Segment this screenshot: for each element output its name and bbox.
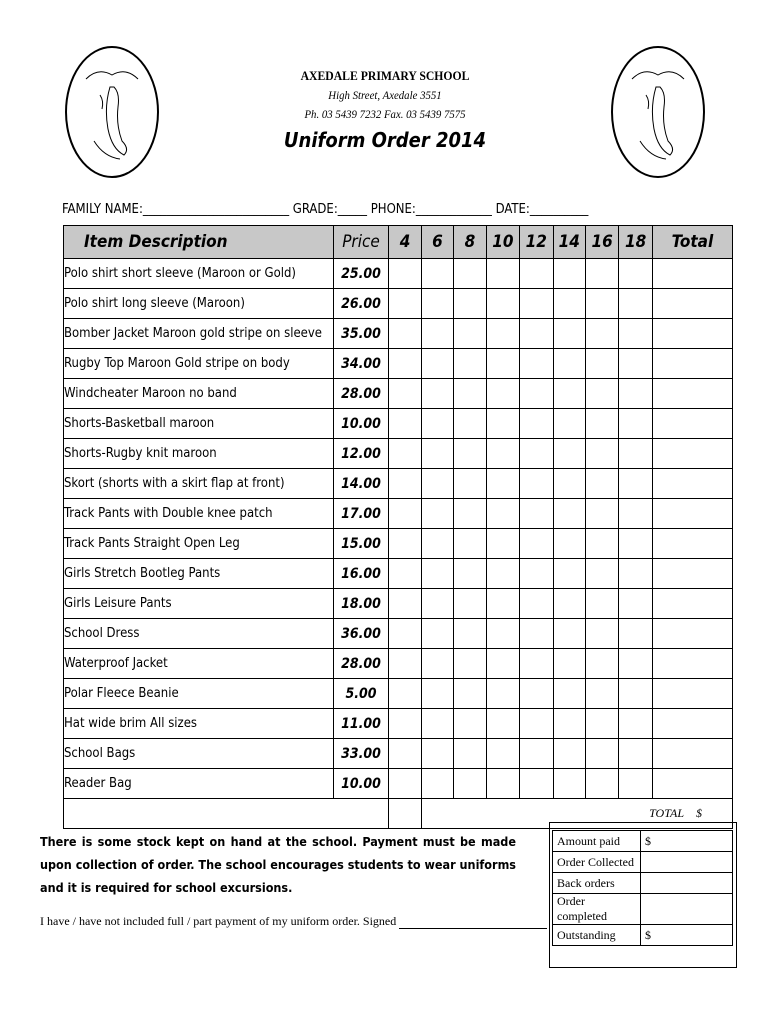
date-field[interactable]: __________: [529, 202, 589, 217]
school-crest-icon: [64, 45, 160, 179]
qty-size-14-cell[interactable]: [553, 319, 585, 349]
qty-size-14-cell[interactable]: [553, 529, 585, 559]
qty-size-10-cell[interactable]: [486, 769, 519, 799]
qty-size-16-cell[interactable]: [585, 529, 618, 559]
qty-size-14-cell[interactable]: [553, 469, 585, 499]
table-row: [64, 469, 733, 499]
qty-size-16-cell[interactable]: [585, 619, 618, 649]
table-row: [64, 319, 733, 349]
total-label: TOTAL: [649, 806, 684, 820]
qty-size-6-cell[interactable]: [421, 469, 453, 499]
item-description: School Dress: [64, 619, 334, 649]
item-description: Polo shirt short sleeve (Maroon or Gold): [64, 259, 334, 289]
qty-size-12-cell[interactable]: [520, 499, 553, 529]
table-row: [64, 349, 733, 379]
qty-size-6-cell[interactable]: [421, 499, 453, 529]
qty-size-16-cell[interactable]: [585, 379, 618, 409]
qty-size-6-cell[interactable]: [421, 379, 453, 409]
item-price: 18.00: [333, 589, 389, 619]
qty-size-16-cell[interactable]: [585, 559, 618, 589]
qty-size-12-cell[interactable]: [520, 409, 553, 439]
qty-size-8-cell[interactable]: [454, 769, 486, 799]
payment-status-table: [552, 830, 733, 946]
qty-size-12-cell[interactable]: [520, 319, 553, 349]
uniform-order-table: [63, 225, 733, 829]
qty-size-18-cell[interactable]: [619, 739, 652, 769]
row-total-cell[interactable]: [652, 679, 732, 709]
item-price: 28.00: [333, 649, 389, 679]
item-description: School Bags: [64, 739, 334, 769]
qty-size-16-cell[interactable]: [585, 289, 618, 319]
item-price: 10.00: [333, 409, 389, 439]
item-description: Girls Leisure Pants: [64, 589, 334, 619]
qty-size-16-cell[interactable]: [585, 709, 618, 739]
item-price: 5.00: [333, 679, 389, 709]
family-name-label: FAMILY NAME:: [62, 202, 143, 217]
qty-size-10-cell[interactable]: [486, 709, 519, 739]
payment-value-cell[interactable]: [641, 873, 733, 894]
qty-size-10-cell[interactable]: [486, 619, 519, 649]
qty-size-6-cell[interactable]: [421, 409, 453, 439]
qty-size-14-cell[interactable]: [553, 379, 585, 409]
payment-label: Back orders: [553, 873, 641, 894]
qty-size-8-cell[interactable]: [454, 529, 486, 559]
qty-size-8-cell[interactable]: [454, 619, 486, 649]
qty-size-10-cell[interactable]: [486, 529, 519, 559]
qty-size-14-cell[interactable]: [553, 559, 585, 589]
qty-size-8-cell[interactable]: [454, 559, 486, 589]
qty-size-18-cell[interactable]: [619, 289, 652, 319]
payment-label: Order Collected: [553, 852, 641, 873]
qty-size-18-cell[interactable]: [619, 679, 652, 709]
grade-field[interactable]: _____: [337, 202, 367, 217]
qty-size-18-cell[interactable]: [619, 379, 652, 409]
qty-size-8-cell[interactable]: [454, 649, 486, 679]
qty-size-16-cell[interactable]: [585, 769, 618, 799]
qty-size-10-cell[interactable]: [486, 409, 519, 439]
row-total-cell[interactable]: [652, 769, 732, 799]
total-row-blank-cell: [389, 799, 421, 829]
header-size-4: 4: [389, 226, 421, 259]
qty-size-10-cell[interactable]: [486, 649, 519, 679]
qty-size-8-cell[interactable]: [454, 439, 486, 469]
qty-size-10-cell[interactable]: [486, 679, 519, 709]
qty-size-12-cell[interactable]: [520, 769, 553, 799]
qty-size-8-cell[interactable]: [454, 589, 486, 619]
qty-size-14-cell[interactable]: [553, 709, 585, 739]
qty-size-8-cell[interactable]: [454, 289, 486, 319]
row-total-cell[interactable]: [652, 529, 732, 559]
table-row: [64, 709, 733, 739]
date-label: DATE:: [495, 202, 530, 217]
table-row: [64, 259, 733, 289]
signed-text: I have / have not included full / part payment of my uniform order. Signed: [40, 914, 397, 928]
qty-size-4-cell[interactable]: [389, 349, 421, 379]
header-size-6: 6: [421, 226, 453, 259]
qty-size-14-cell[interactable]: [553, 679, 585, 709]
form-title: Uniform Order 2014: [283, 128, 487, 152]
qty-size-10-cell[interactable]: [486, 499, 519, 529]
qty-size-16-cell[interactable]: [585, 469, 618, 499]
item-price: 28.00: [333, 379, 389, 409]
item-price: 16.00: [333, 559, 389, 589]
row-total-cell[interactable]: [652, 589, 732, 619]
qty-size-18-cell[interactable]: [619, 589, 652, 619]
qty-size-4-cell[interactable]: [389, 439, 421, 469]
qty-size-14-cell[interactable]: [553, 409, 585, 439]
item-price: 17.00: [333, 499, 389, 529]
qty-size-18-cell[interactable]: [619, 769, 652, 799]
qty-size-8-cell[interactable]: [454, 349, 486, 379]
total-currency: $: [696, 806, 702, 820]
qty-size-8-cell[interactable]: [454, 409, 486, 439]
qty-size-6-cell[interactable]: [421, 649, 453, 679]
qty-size-18-cell[interactable]: [619, 319, 652, 349]
qty-size-6-cell[interactable]: [421, 559, 453, 589]
qty-size-16-cell[interactable]: [585, 649, 618, 679]
qty-size-4-cell[interactable]: [389, 559, 421, 589]
qty-size-4-cell[interactable]: [389, 499, 421, 529]
qty-size-6-cell[interactable]: [421, 529, 453, 559]
qty-size-12-cell[interactable]: [520, 619, 553, 649]
qty-size-6-cell[interactable]: [421, 259, 453, 289]
table-row: [64, 769, 733, 799]
signature-field[interactable]: [399, 918, 547, 929]
row-total-cell[interactable]: [652, 379, 732, 409]
qty-size-18-cell[interactable]: [619, 259, 652, 289]
item-description: Girls Stretch Bootleg Pants: [64, 559, 334, 589]
qty-size-4-cell[interactable]: [389, 469, 421, 499]
qty-size-12-cell[interactable]: [520, 349, 553, 379]
header-size-14: 14: [553, 226, 585, 259]
table-row: [64, 739, 733, 769]
item-price: 12.00: [333, 439, 389, 469]
item-price: 10.00: [333, 769, 389, 799]
item-description: Shorts-Basketball maroon: [64, 409, 334, 439]
row-total-cell[interactable]: [652, 709, 732, 739]
qty-size-16-cell[interactable]: [585, 409, 618, 439]
table-row: [64, 289, 733, 319]
qty-size-8-cell[interactable]: [454, 739, 486, 769]
qty-size-6-cell[interactable]: [421, 709, 453, 739]
qty-size-10-cell[interactable]: [486, 259, 519, 289]
item-description: Rugby Top Maroon Gold stripe on body: [64, 349, 334, 379]
header-size-12: 12: [520, 226, 553, 259]
qty-size-18-cell[interactable]: [619, 349, 652, 379]
qty-size-10-cell[interactable]: [486, 349, 519, 379]
qty-size-6-cell[interactable]: [421, 619, 453, 649]
item-description: Hat wide brim All sizes: [64, 709, 334, 739]
table-header-row: [64, 226, 733, 259]
qty-size-4-cell[interactable]: [389, 709, 421, 739]
item-description: Polo shirt long sleeve (Maroon): [64, 289, 334, 319]
table-row: [64, 409, 733, 439]
qty-size-16-cell[interactable]: [585, 319, 618, 349]
qty-size-10-cell[interactable]: [486, 739, 519, 769]
qty-size-6-cell[interactable]: [421, 739, 453, 769]
school-crest-icon: [610, 45, 706, 179]
qty-size-14-cell[interactable]: [553, 289, 585, 319]
table-row: [64, 559, 733, 589]
qty-size-10-cell[interactable]: [486, 559, 519, 589]
qty-size-14-cell[interactable]: [553, 649, 585, 679]
item-price: 26.00: [333, 289, 389, 319]
school-logo-right: [610, 45, 706, 179]
qty-size-8-cell[interactable]: [454, 709, 486, 739]
row-total-cell[interactable]: [652, 319, 732, 349]
qty-size-6-cell[interactable]: [421, 289, 453, 319]
table-row: [64, 649, 733, 679]
payment-label: Outstanding: [553, 925, 641, 946]
item-price: 15.00: [333, 529, 389, 559]
qty-size-18-cell[interactable]: [619, 469, 652, 499]
payment-value-cell[interactable]: [641, 852, 733, 873]
school-phone: Ph. 03 5439 7232 Fax. 03 5439 7575: [304, 107, 466, 121]
item-price: 11.00: [333, 709, 389, 739]
qty-size-8-cell[interactable]: [454, 679, 486, 709]
qty-size-14-cell[interactable]: [553, 439, 585, 469]
qty-size-4-cell[interactable]: [389, 409, 421, 439]
qty-size-10-cell[interactable]: [486, 589, 519, 619]
payment-label: Order completed: [553, 894, 641, 925]
qty-size-4-cell[interactable]: [389, 739, 421, 769]
phone-field[interactable]: _____________: [415, 202, 492, 217]
school-address: High Street, Axedale 3551: [328, 88, 442, 102]
family-name-field[interactable]: _________________________: [142, 202, 290, 217]
qty-size-4-cell[interactable]: [389, 589, 421, 619]
payment-notice: There is some stock kept on hand at the school. Payment must be made upon collection of order. The school encourages students to wear uniforms and it is required for school excursions.: [40, 834, 516, 895]
qty-size-10-cell[interactable]: [486, 319, 519, 349]
qty-size-16-cell[interactable]: [585, 499, 618, 529]
qty-size-12-cell[interactable]: [520, 709, 553, 739]
payment-row: [553, 831, 733, 852]
qty-size-6-cell[interactable]: [421, 439, 453, 469]
item-description: Skort (shorts with a skirt flap at front): [64, 469, 334, 499]
header-size-10: 10: [486, 226, 519, 259]
qty-size-4-cell[interactable]: [389, 649, 421, 679]
qty-size-6-cell[interactable]: [421, 679, 453, 709]
row-total-cell[interactable]: [652, 499, 732, 529]
item-description: Bomber Jacket Maroon gold stripe on sleeve: [64, 319, 334, 349]
qty-size-10-cell[interactable]: [486, 379, 519, 409]
signed-statement: [40, 914, 547, 929]
qty-size-10-cell[interactable]: [486, 469, 519, 499]
qty-size-8-cell[interactable]: [454, 469, 486, 499]
payment-row: [553, 894, 733, 925]
qty-size-4-cell[interactable]: [389, 769, 421, 799]
item-price: 36.00: [333, 619, 389, 649]
qty-size-4-cell[interactable]: [389, 319, 421, 349]
table-row: [64, 619, 733, 649]
qty-size-6-cell[interactable]: [421, 349, 453, 379]
family-details-line: [62, 202, 588, 217]
row-total-cell[interactable]: [652, 259, 732, 289]
qty-size-6-cell[interactable]: [421, 319, 453, 349]
qty-size-16-cell[interactable]: [585, 679, 618, 709]
header-price: Price: [333, 226, 389, 259]
qty-size-12-cell[interactable]: [520, 559, 553, 589]
qty-size-4-cell[interactable]: [389, 619, 421, 649]
qty-size-16-cell[interactable]: [585, 439, 618, 469]
qty-size-12-cell[interactable]: [520, 649, 553, 679]
qty-size-16-cell[interactable]: [585, 589, 618, 619]
item-price: 33.00: [333, 739, 389, 769]
item-description: Shorts-Rugby knit maroon: [64, 439, 334, 469]
item-price: 35.00: [333, 319, 389, 349]
qty-size-12-cell[interactable]: [520, 739, 553, 769]
payment-value-cell[interactable]: [641, 894, 733, 925]
header-total: Total: [652, 226, 732, 259]
item-price: 25.00: [333, 259, 389, 289]
row-total-cell[interactable]: [652, 289, 732, 319]
table-row: [64, 439, 733, 469]
qty-size-10-cell[interactable]: [486, 289, 519, 319]
qty-size-18-cell[interactable]: [619, 439, 652, 469]
table-row: [64, 379, 733, 409]
header-size-18: 18: [619, 226, 652, 259]
item-price: 34.00: [333, 349, 389, 379]
qty-size-12-cell[interactable]: [520, 379, 553, 409]
qty-size-12-cell[interactable]: [520, 529, 553, 559]
qty-size-16-cell[interactable]: [585, 739, 618, 769]
payment-label: Amount paid: [553, 831, 641, 852]
item-description: Polar Fleece Beanie: [64, 679, 334, 709]
row-total-cell[interactable]: [652, 739, 732, 769]
item-description: Track Pants with Double knee patch: [64, 499, 334, 529]
header-item-description: Item Description: [64, 226, 334, 259]
qty-size-14-cell[interactable]: [553, 259, 585, 289]
qty-size-12-cell[interactable]: [520, 259, 553, 289]
qty-size-14-cell[interactable]: [553, 739, 585, 769]
qty-size-14-cell[interactable]: [553, 589, 585, 619]
qty-size-18-cell[interactable]: [619, 649, 652, 679]
qty-size-16-cell[interactable]: [585, 349, 618, 379]
table-row: [64, 529, 733, 559]
qty-size-4-cell[interactable]: [389, 259, 421, 289]
header-size-16: 16: [585, 226, 618, 259]
table-row: [64, 499, 733, 529]
payment-row: [553, 925, 733, 946]
qty-size-18-cell[interactable]: [619, 559, 652, 589]
payment-value-cell[interactable]: $: [641, 925, 733, 946]
grade-label: GRADE:: [292, 202, 338, 217]
payment-value-cell[interactable]: $: [641, 831, 733, 852]
payment-row: [553, 852, 733, 873]
row-total-cell[interactable]: [652, 559, 732, 589]
qty-size-12-cell[interactable]: [520, 589, 553, 619]
qty-size-4-cell[interactable]: [389, 529, 421, 559]
phone-label: PHONE:: [370, 202, 416, 217]
payment-row: [553, 873, 733, 894]
qty-size-12-cell[interactable]: [520, 439, 553, 469]
table-row: [64, 679, 733, 709]
qty-size-12-cell[interactable]: [520, 289, 553, 319]
qty-size-18-cell[interactable]: [619, 529, 652, 559]
total-row-spacer: [64, 799, 389, 829]
qty-size-8-cell[interactable]: [454, 259, 486, 289]
item-description: Reader Bag: [64, 769, 334, 799]
qty-size-18-cell[interactable]: [619, 499, 652, 529]
row-total-cell[interactable]: [652, 619, 732, 649]
row-total-cell[interactable]: [652, 439, 732, 469]
qty-size-12-cell[interactable]: [520, 469, 553, 499]
item-description: Track Pants Straight Open Leg: [64, 529, 334, 559]
qty-size-14-cell[interactable]: [553, 769, 585, 799]
qty-size-4-cell[interactable]: [389, 679, 421, 709]
header-size-8: 8: [454, 226, 486, 259]
school-header: [235, 68, 535, 152]
school-name: AXEDALE PRIMARY SCHOOL: [300, 68, 470, 83]
school-logo-left: [64, 45, 160, 179]
row-total-cell[interactable]: [652, 469, 732, 499]
qty-size-18-cell[interactable]: [619, 709, 652, 739]
qty-size-8-cell[interactable]: [454, 319, 486, 349]
qty-size-12-cell[interactable]: [520, 679, 553, 709]
qty-size-14-cell[interactable]: [553, 619, 585, 649]
row-total-cell[interactable]: [652, 349, 732, 379]
table-row: [64, 589, 733, 619]
item-price: 14.00: [333, 469, 389, 499]
qty-size-18-cell[interactable]: [619, 619, 652, 649]
item-description: Waterproof Jacket: [64, 649, 334, 679]
qty-size-4-cell[interactable]: [389, 379, 421, 409]
qty-size-6-cell[interactable]: [421, 589, 453, 619]
qty-size-8-cell[interactable]: [454, 379, 486, 409]
row-total-cell[interactable]: [652, 409, 732, 439]
qty-size-4-cell[interactable]: [389, 289, 421, 319]
qty-size-8-cell[interactable]: [454, 499, 486, 529]
qty-size-16-cell[interactable]: [585, 259, 618, 289]
qty-size-14-cell[interactable]: [553, 349, 585, 379]
qty-size-14-cell[interactable]: [553, 499, 585, 529]
qty-size-18-cell[interactable]: [619, 409, 652, 439]
item-description: Windcheater Maroon no band: [64, 379, 334, 409]
qty-size-10-cell[interactable]: [486, 439, 519, 469]
qty-size-6-cell[interactable]: [421, 769, 453, 799]
row-total-cell[interactable]: [652, 649, 732, 679]
